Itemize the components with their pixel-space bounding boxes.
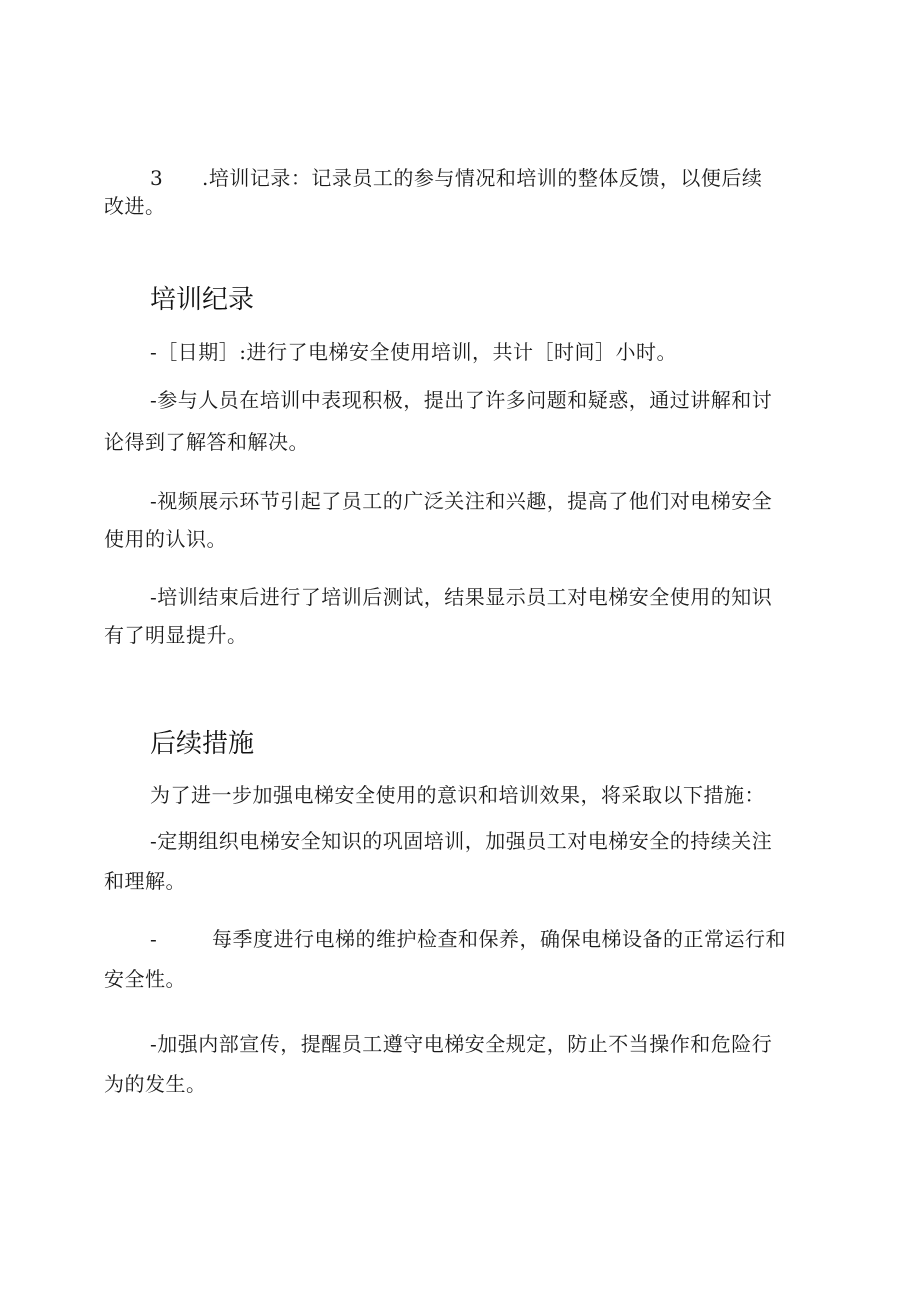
item-text-line2: 改进。	[104, 194, 166, 218]
record-item-test: -培训结束后进行了培训后测试，结果显示员工对电梯安全使用的知识 有了明显提升。	[104, 585, 773, 647]
follow-up-intro: 为了进一步加强电梯安全使用的意识和培训效果，将采取以下措施：	[150, 783, 765, 807]
follow-up-item-training: -定期组织电梯安全知识的巩固培训，加强员工对电梯安全的持续关注 和理解。	[104, 829, 773, 893]
follow-up-item-publicity: -加强内部宣传，提醒员工遵守电梯安全规定，防止不当操作和危险行 为的发生。	[104, 1032, 773, 1096]
follow-up-item-maintenance: - 每季度进行电梯的维护检查和保养，确保电梯设备的正常运行和 安全性。	[104, 927, 786, 991]
item-number: 3	[150, 166, 164, 190]
record-item-participation: -参与人员在培训中表现积极，提出了许多问题和疑惑，通过讲解和讨 论得到了解答和解决。	[104, 388, 773, 454]
record-item-date: -［日期］:进行了电梯安全使用培训，共计［时间］小时。	[150, 340, 677, 364]
record-item-video: -视频展示环节引起了员工的广泛关注和兴趣，提高了他们对电梯安全 使用的认识。	[104, 489, 773, 551]
item-dash: -	[150, 927, 158, 951]
item-text-line1: .培训记录：记录员工的参与情况和培训的整体反馈，以便后续	[202, 166, 763, 190]
section-heading-training-record: 培训纪录	[150, 285, 255, 315]
training-record-item	[104, 164, 820, 220]
section-heading-follow-up: 后续措施	[150, 729, 255, 759]
